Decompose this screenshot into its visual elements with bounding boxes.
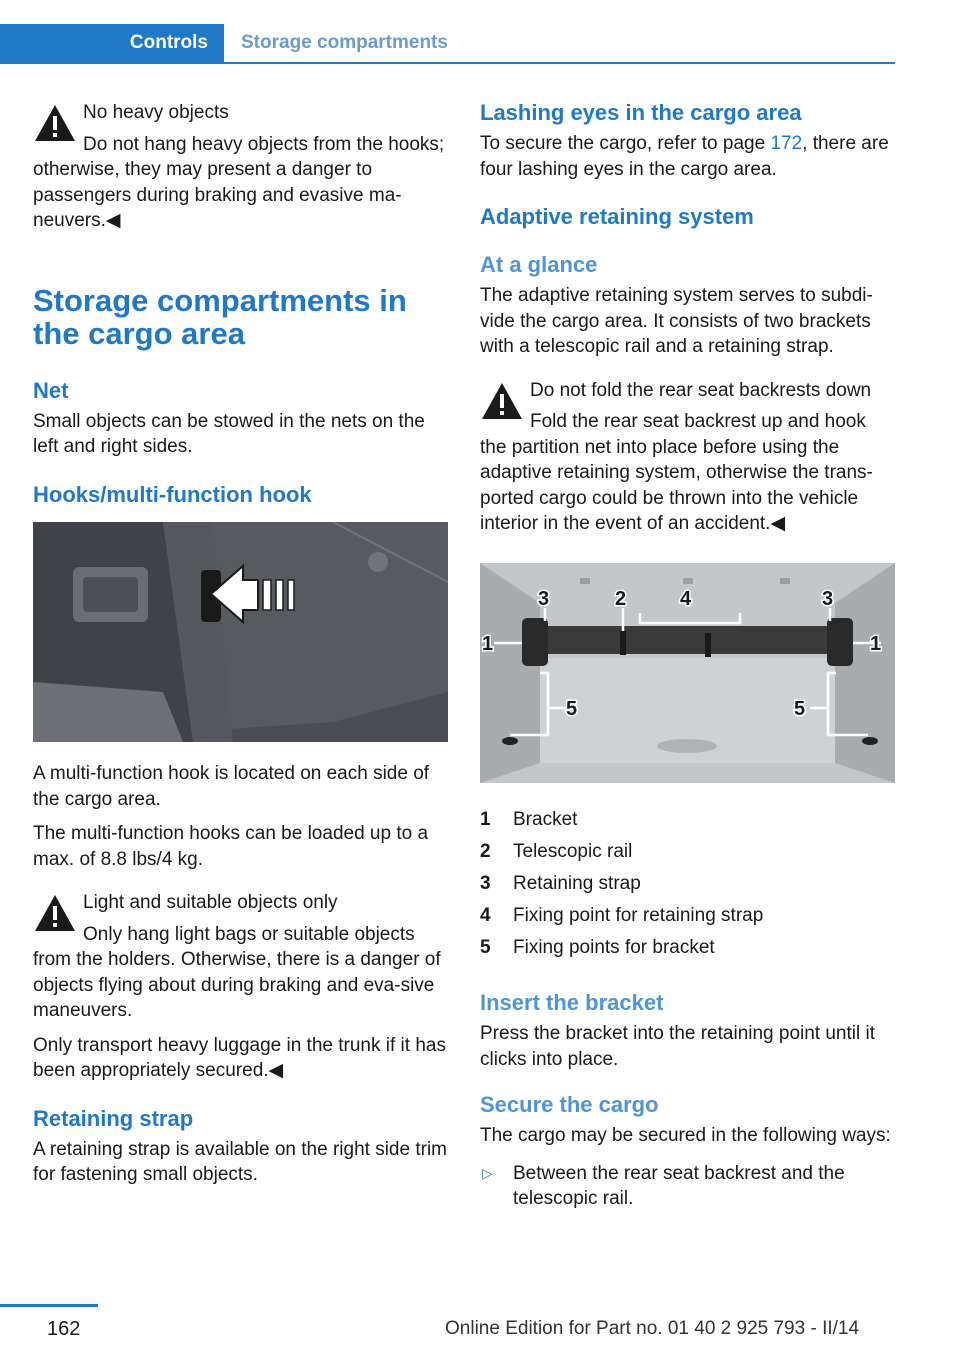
legend-label: Fixing points for bracket <box>513 937 715 958</box>
page-link[interactable]: 172 <box>770 133 803 154</box>
legend-label: Retaining strap <box>513 873 641 894</box>
lashing-heading: Lashing eyes in the cargo area <box>480 100 802 125</box>
callout-5-left: 5 <box>566 697 578 720</box>
net-heading: Net <box>33 377 69 403</box>
legend-number: 2 <box>480 841 491 862</box>
multi-function-hook-photo <box>33 522 448 742</box>
warning-body-2: Only transport heavy luggage in the trunk if it has been appropriately secured.◀ <box>33 1034 446 1081</box>
callout-1-right: 1 <box>870 632 882 655</box>
retaining-strap-section <box>33 1106 448 1188</box>
net-section <box>33 378 448 460</box>
secure-heading: Secure the cargo <box>480 1092 659 1117</box>
header-tabbar <box>0 24 895 64</box>
tab-storage-compartments[interactable]: Storage compartments <box>241 32 448 53</box>
insert-body: Press the bracket into the retaining point until it clicks into place. <box>480 1023 876 1070</box>
legend-item <box>480 804 895 836</box>
glance-section <box>480 252 895 360</box>
right-column <box>480 100 895 1212</box>
legend-number: 1 <box>480 809 491 830</box>
bullet-item <box>480 1161 895 1212</box>
figure-legend <box>480 804 895 964</box>
insert-heading: Insert the bracket <box>480 990 664 1015</box>
adaptive-heading: Adaptive retaining system <box>480 204 754 229</box>
warning-title: Do not fold the rear seat backrests down <box>530 379 872 401</box>
warning-rear-seat <box>480 378 895 537</box>
triangle-bullet-icon: ▷ <box>482 1164 493 1181</box>
glance-heading: At a glance <box>480 252 598 277</box>
legend-label: Telescopic rail <box>513 841 633 862</box>
adaptive-retaining-system-diagram <box>480 563 895 783</box>
footer-edition: Online Edition for Part no. 01 40 2 925 793 - II/14 <box>445 1318 860 1339</box>
callout-3-left: 3 <box>538 587 550 610</box>
legend-number: 5 <box>480 937 491 958</box>
legend-number: 3 <box>480 873 491 894</box>
legend-label: Bracket <box>513 809 578 830</box>
legend-item <box>480 868 895 900</box>
page-number-rule <box>0 1304 98 1307</box>
hooks-heading: Hooks/multi-function hook <box>33 481 312 507</box>
warning-title: No heavy objects <box>83 102 229 123</box>
callout-2: 2 <box>615 587 627 610</box>
legend-label: Fixing point for retaining strap <box>513 905 764 926</box>
hooks-paragraph-1: A multi-function hook is located on each side of the cargo area. <box>33 763 430 810</box>
glance-body: The adaptive retaining system serves to subdi‐vide the cargo area. It consists of two brackets with a telescopic rail and a retaining strap. <box>480 285 873 357</box>
warning-body: Do not hang heavy objects from the hooks; otherwise, they may present a danger to passengers during braking and evasive ma‐neuvers.◀ <box>33 133 445 231</box>
warning-body: Only hang light bags or suitable objects from the holders. Otherwise, there is a danger of objects flying about during braking and eva‐sive maneuvers. <box>33 923 441 1021</box>
lashing-text-post: , there are four lashing eyes in the cargo area. <box>480 133 889 180</box>
tab-controls[interactable]: Controls <box>0 24 224 62</box>
secure-body: The cargo may be secured in the following ways: <box>480 1125 891 1146</box>
left-column <box>33 100 448 1210</box>
hooks-paragraph-2: The multi-function hooks can be loaded up to a max. of 8.8 lbs/4 kg. <box>33 823 429 870</box>
callout-3-right: 3 <box>822 587 834 610</box>
callout-5-right: 5 <box>794 697 806 720</box>
warning-light-objects <box>33 890 448 1024</box>
warning-heavy-objects <box>33 100 448 234</box>
strap-body: A retaining strap is available on the right side trim for fastening small objects. <box>33 1138 447 1185</box>
lashing-text-pre: To secure the cargo, refer to page <box>480 133 771 154</box>
lashing-body <box>480 131 895 182</box>
callout-1-left: 1 <box>482 632 494 655</box>
callout-4: 4 <box>680 587 692 610</box>
strap-heading: Retaining strap <box>33 1105 194 1131</box>
lashing-section <box>480 100 895 182</box>
insert-bracket-section <box>480 990 895 1072</box>
legend-item <box>480 932 895 964</box>
warning-triangle-icon <box>33 893 77 933</box>
warning-triangle-icon <box>33 103 77 143</box>
legend-item <box>480 836 895 868</box>
warning-title: Light and suitable objects only <box>83 892 338 913</box>
section-title: Storage compartments in the cargo area <box>33 282 407 351</box>
net-body: Small objects can be stowed in the nets on the left and right sides. <box>33 410 425 457</box>
legend-number: 4 <box>480 905 491 926</box>
warning-triangle-icon <box>480 381 524 421</box>
bullet-text: Between the rear seat backrest and the telescopic rail. <box>513 1162 845 1209</box>
legend-item <box>480 900 895 932</box>
secure-cargo-section <box>480 1092 895 1212</box>
page-number: 162 <box>47 1318 81 1340</box>
warning-body: Fold the rear seat backrest up and hook the partition net into place before using the adaptive retaining system, otherwise the trans‐ported cargo could be thrown into the vehicle interior in the event of an accident.◀ <box>480 411 873 534</box>
